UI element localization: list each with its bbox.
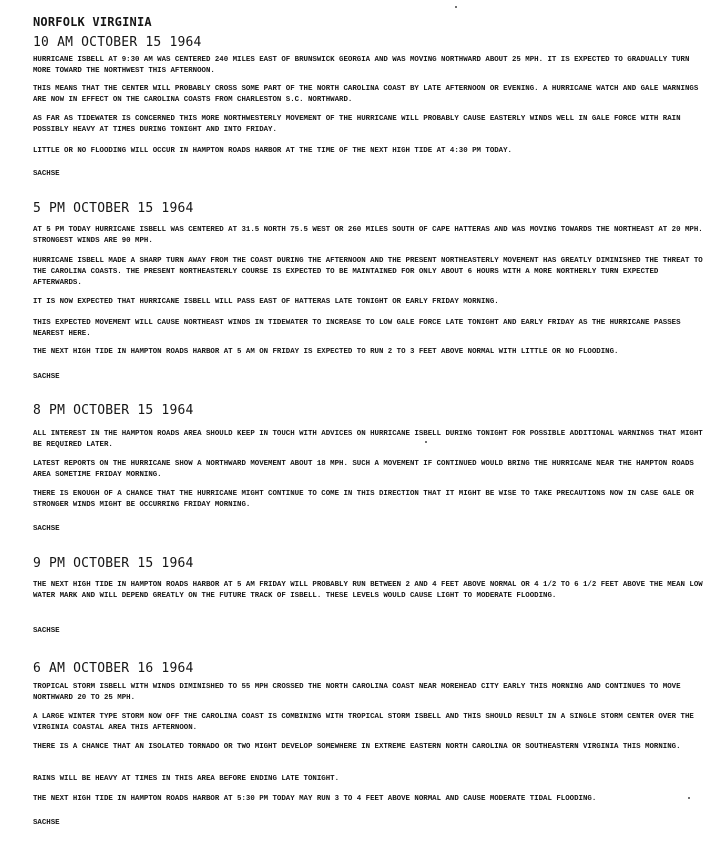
paragraph: THE NEXT HIGH TIDE IN HAMPTON ROADS HARBOR AT 5:30 PM TODAY MAY RUN 3 TO 4 FEET ABOVE NORMAL AND CAUSE MODERATE TIDAL FLOODING. — [33, 795, 597, 803]
paragraph: LITTLE OR NO FLOODING WILL OCCUR IN HAMPTON ROADS HARBOR AT THE TIME OF THE NEXT HIGH TIDE AT 4:30 PM TODAY. — [33, 147, 512, 155]
paragraph: TROPICAL STORM ISBELL WITH WINDS DIMINISHED TO 55 MPH CROSSED THE NORTH CAROLINA COAST NEAR MOREHEAD CITY EARLY THIS MORNING AND CONTINUES TO MOVE NORTHWARD 20 TO 25 MPH. — [33, 683, 681, 702]
paragraph: HURRICANE ISBELL MADE A SHARP TURN AWAY FROM THE COAST DURING THE AFTERNOON AND THE PRESENT NORTHEASTERLY MOVEMENT HAS GREATLY DIMINISHED THE THREAT TO THE CAROLINA COASTS. THE PRESENT NORTHEASTERLY COURSE IS EXPECTED TO BE MAINTAINED FOR ONLY ABOUT 6 HOURS WITH A MORE NORTHERLY TURN EXPECTED AFTERWARDS. — [33, 257, 703, 287]
signature: SACHSE — [33, 170, 60, 178]
section-heading: 8 PM OCTOBER 15 1964 — [33, 403, 194, 418]
paragraph: THE NEXT HIGH TIDE IN HAMPTON ROADS HARBOR AT 5 AM FRIDAY WILL PROBABLY RUN BETWEEN 2 AND 4 FEET ABOVE NORMAL OR 4 1/2 TO 6 1/2 FEET ABOVE THE MEAN LOW WATER MARK AND WILL DEPEND GREATLY ON THE FUTURE TRACK OF ISBELL. THESE LEVELS WOULD CAUSE LIGHT TO MODERATE FLOODING. — [33, 581, 703, 600]
paragraph: ALL INTEREST IN THE HAMPTON ROADS AREA SHOULD KEEP IN TOUCH WITH ADVICES ON HURRICANE ISBELL DURING TONIGHT FOR POSSIBLE ADDITIONAL WARNINGS THAT MIGHT BE REQUIRED LATER. — [33, 430, 703, 449]
paragraph: THERE IS A CHANCE THAT AN ISOLATED TORNADO OR TWO MIGHT DEVELOP SOMEWHERE IN EXTREME EASTERN NORTH CAROLINA OR SOUTHEASTERN VIRGINIA THIS MORNING. — [33, 743, 681, 751]
paragraph: THERE IS ENOUGH OF A CHANCE THAT THE HURRICANE MIGHT CONTINUE TO COME IN THIS DIRECTION THAT IT MIGHT BE WISE TO TAKE PRECAUTIONS NOW IN CASE GALE OR STRONGER WINDS MIGHT BE OCCURRING FRIDAY MORNING. — [33, 490, 694, 509]
paragraph: AT 5 PM TODAY HURRICANE ISBELL WAS CENTERED AT 31.5 NORTH 75.5 WEST OR 260 MILES SOUTH OF CAPE HATTERAS AND WAS MOVING TOWARDS THE NORTHEAST AT 20 MPH. STRONGEST WINDS ARE 90 MPH. — [33, 226, 703, 245]
signature: SACHSE — [33, 627, 60, 635]
paragraph: AS FAR AS TIDEWATER IS CONCERNED THIS MORE NORTHWESTERLY MOVEMENT OF THE HURRICANE WILL PROBABLY CAUSE EASTERLY WINDS WELL IN GALE FORCE WITH RAIN POSSIBLY HEAVY AT TIMES DURING TONIGHT AND INTO FRIDAY. — [33, 115, 681, 134]
paragraph: A LARGE WINTER TYPE STORM NOW OFF THE CAROLINA COAST IS COMBINING WITH TROPICAL STORM ISBELL AND THIS SHOULD RESULT IN A SINGLE STORM CENTER OVER THE VIRGINIA COASTAL AREA THIS AFTERNOON. — [33, 713, 694, 732]
paragraph: THIS EXPECTED MOVEMENT WILL CAUSE NORTHEAST WINDS IN TIDEWATER TO INCREASE TO LOW GALE FORCE LATE TONIGHT AND EARLY FRIDAY AS THE HURRICANE PASSES NEAREST HERE. — [33, 319, 681, 338]
scan-speck — [425, 441, 427, 443]
signature: SACHSE — [33, 525, 60, 533]
section-heading: 9 PM OCTOBER 15 1964 — [33, 556, 194, 571]
paragraph: RAINS WILL BE HEAVY AT TIMES IN THIS AREA BEFORE ENDING LATE TONIGHT. — [33, 775, 340, 783]
section-heading: 10 AM OCTOBER 15 1964 — [33, 35, 202, 50]
paragraph: THE NEXT HIGH TIDE IN HAMPTON ROADS HARBOR AT 5 AM ON FRIDAY IS EXPECTED TO RUN 2 TO 3 FEET ABOVE NORMAL WITH LITTLE OR NO FLOODING. — [33, 348, 619, 356]
scan-speck — [688, 797, 690, 799]
signature: SACHSE — [33, 819, 60, 827]
paragraph: LATEST REPORTS ON THE HURRICANE SHOW A NORTHWARD MOVEMENT ABOUT 18 MPH. SUCH A MOVEMENT IF CONTINUED WOULD BRING THE HURRICANE NEAR THE HAMPTON ROADS AREA SOMETIME FRIDAY MORNING. — [33, 460, 694, 479]
signature: SACHSE — [33, 373, 60, 381]
scan-speck — [455, 6, 457, 8]
document-title: NORFOLK VIRGINIA — [33, 15, 152, 29]
section-heading: 5 PM OCTOBER 15 1964 — [33, 201, 194, 216]
paragraph: IT IS NOW EXPECTED THAT HURRICANE ISBELL WILL PASS EAST OF HATTERAS LATE TONIGHT OR EARLY FRIDAY MORNING. — [33, 298, 499, 306]
section-heading: 6 AM OCTOBER 16 1964 — [33, 661, 194, 676]
paragraph: HURRICANE ISBELL AT 9:30 AM WAS CENTERED 240 MILES EAST OF BRUNSWICK GEORGIA AND WAS MOVING NORTHWARD ABOUT 25 MPH. IT IS EXPECTED TO GRADUALLY TURN MORE TOWARD THE NORTHWEST THIS AFTERNOON. — [33, 56, 690, 75]
paragraph: THIS MEANS THAT THE CENTER WILL PROBABLY CROSS SOME PART OF THE NORTH CAROLINA COAST BY LATE AFTERNOON OR EVENING. A HURRICANE WATCH AND GALE WARNINGS ARE NOW IN EFFECT ON THE CAROLINA COASTS FROM CHARLESTON S.C. NORTHWARD. — [33, 85, 699, 104]
